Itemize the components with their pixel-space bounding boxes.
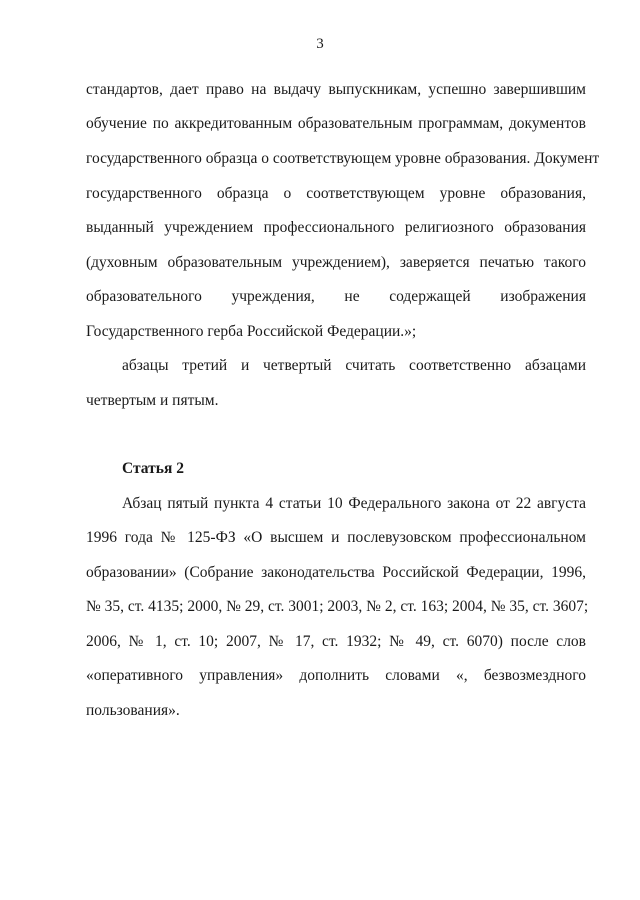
text-line: 2006, № 1, ст. 10; 2007, № 17, ст. 1932; № 49, ст. 6070) после слов [86,633,586,650]
text-line: государственного образца о соответствующем уровне образования. Документ [86,150,600,167]
text-line: образовании» (Собрание законодательства Российской Федерации, 1996, [86,564,586,581]
article-heading: Статья 2 [122,460,184,477]
text-line: пользования». [86,702,180,719]
text-line: «оперативного управления» дополнить словами «, безвозмездного [86,667,586,684]
text-line: (духовным образовательным учреждением), заверяется печатью такого [86,254,586,271]
text-line: четвертым и пятым. [86,392,219,409]
text-line: выданный учреждением профессионального религиозного образования [86,219,586,236]
page-number: 3 [316,36,324,52]
text-line: государственного образца о соответствующем уровне образования, [86,185,586,202]
text-line: Государственного герба Российской Федерации.»; [86,323,417,340]
text-line: стандартов, дает право на выдачу выпускникам, успешно завершившим [86,81,586,98]
text-line: Абзац пятый пункта 4 статьи 10 Федерального закона от 22 августа [122,495,586,512]
text-line: обучение по аккредитованным образовательным программам, документов [86,115,586,132]
text-line: 1996 года № 125-ФЗ «О высшем и послевузовском профессиональном [86,529,586,546]
text-line: № 35, ст. 4135; 2000, № 29, ст. 3001; 2003, № 2, ст. 163; 2004, № 35, ст. 3607; [86,598,589,615]
text-line: абзацы третий и четвертый считать соответственно абзацами [122,357,586,374]
text-line: образовательного учреждения, не содержащей изображения [86,288,586,305]
